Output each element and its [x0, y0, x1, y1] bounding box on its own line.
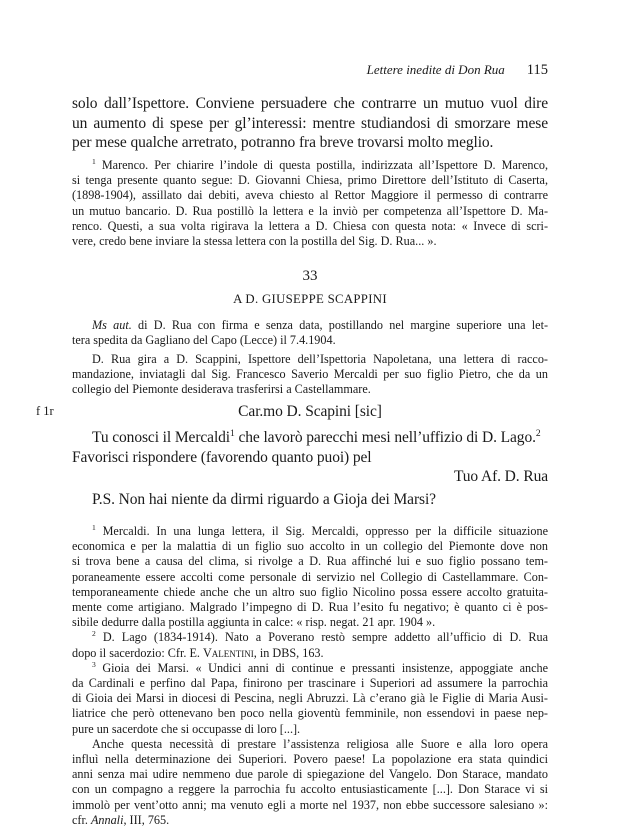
footnote-line: anni senza mai udire nemmeno due parole di spiegazione del Vangelo. Don Starace, mandato	[72, 767, 548, 782]
footnote-line: influì nella determinazione dei Superiori. Povero paese! La popolazione era stata quindici	[72, 752, 548, 767]
footnote-ref: 1	[230, 427, 235, 439]
intro-line: collegio del Piemonte desiderava trasferirsi a Castellammare.	[72, 382, 371, 397]
letter-footnotes	[72, 524, 548, 828]
letter-text: Tu conosci il Mercaldi	[92, 429, 231, 446]
footnote-line	[72, 524, 548, 539]
footnote-text: Mercaldi. In una lunga lettera, il Sig. Mercaldi, oppresso per la difficile situazione	[102, 524, 548, 538]
footnote-marenco	[72, 158, 548, 249]
footnote-line	[72, 661, 548, 676]
continuation-paragraph	[72, 94, 548, 153]
source-text: di D. Rua con firma e senza data, postillando nel margine superiore una let-	[131, 318, 549, 332]
body-line: solo dall’Ispettore. Conviene persuadere che contrarre un mutuo vuol dire	[72, 95, 548, 112]
footnote-line: economica e per la malattia di un figlio suo accolto in un collegio del Piemonte dove non	[72, 539, 548, 554]
source-line	[72, 318, 548, 333]
footnote-marker: 1	[92, 522, 96, 532]
footnote-line: renco. Questi, a sua volta rigirava la lettera a D. Chiesa con questa nota: « Invece di scri-	[72, 218, 548, 233]
footnote-line: di Gioia dei Marsi in diocesi di Pescina, negli Abruzzi. Là c’erano già le Figlie di Maria Ausi-	[72, 691, 548, 706]
footnote-line: con un compagno a reggere la parrochia fu accolto entusiasticamente [...]. Don Starace vi si	[72, 782, 548, 797]
cited-author: Valentini	[203, 645, 254, 660]
letter-postscript	[72, 490, 548, 510]
body-line: un aumento di spese per gl’interessi: mentre studiandosi di smorzare mese	[72, 114, 548, 132]
letter-number: 33	[302, 268, 318, 284]
footnote-line: si tenga presente quanto segue: D. Giovanni Chiesa, primo Direttore dell’Istituto di Caserta,	[72, 173, 548, 188]
letter-signature: Tuo Af. D. Rua	[453, 468, 548, 485]
footnote-marker: 1	[92, 156, 96, 166]
footnote-line: temporaneamente chiede anche che un altro suo figlio Nicolino possa essere accolto gratuita-	[72, 584, 548, 599]
letter-introduction	[72, 352, 548, 398]
footnote-marker: 2	[92, 629, 96, 639]
footnote-line: vere, credo bene inviare la stessa lettera con la postilla del Sig. D. Rua... ».	[72, 234, 437, 249]
running-head-title: Lettere inedite di Don Rua	[366, 62, 505, 77]
footnote-line: un mutuo bancario. D. Rua postillò la lettera e la inviò per competenza all’Ispettore D. Ma-	[72, 203, 548, 218]
letter-body	[72, 428, 548, 487]
footnote-marker: 3	[92, 659, 96, 669]
page-number: 115	[526, 62, 548, 78]
letter-body-line: Favorisci rispondere (favorendo quanto puoi) pel	[72, 448, 372, 466]
footnote-text: dopo il sacerdozio: Cfr. E.	[72, 645, 203, 660]
footnote-line	[72, 646, 548, 661]
cited-title: Annali	[90, 812, 124, 827]
source-line: tera spedita da Gagliano del Capo (Lecce) il 7.4.1904.	[72, 333, 336, 348]
footnote-line: poraneamente essere accolti come personale di servizio nel Collegio di Castellammare. Con-	[72, 569, 548, 584]
footnote-text: Gioia dei Marsi. « Undici anni di continue e pressanti insistenze, appoggiate anche	[102, 660, 549, 675]
letter-body-line	[72, 428, 548, 448]
footnote-line: pure un sacerdote che si occupasse di loro [...].	[72, 721, 301, 736]
footnote-line	[72, 630, 548, 645]
footnote-text: Marenco. Per chiarire l’indole di questa postilla, indirizzata all’Ispettore D. Marenco,	[101, 158, 549, 172]
folio-marker: f 1r	[36, 404, 54, 418]
footnote-line: sibile dedurre dalla postilla aggiunta in calce: « risp. negat. 21 apr. 1904 ».	[72, 615, 436, 630]
source-label: Ms aut.	[92, 318, 132, 332]
letter-recipient-title: A D. GIUSEPPE SCAPPINI	[233, 292, 387, 306]
footnote-line: Anche questa necessità di prestare l’assistenza religiosa alle Suore e alla loro opera	[92, 736, 548, 751]
letter-salutation: Car.mo D. Scapini [sic]	[238, 403, 382, 420]
letter-text: che lavorò parecchi mesi nell’uffizio di D. Lago.	[234, 429, 536, 446]
footnote-ref: 2	[535, 427, 541, 439]
footnote-line: da Cardinali e perfino dal Papa, finirono per trascinare i Superiori ad assumere la parrochia	[72, 676, 548, 691]
intro-line: D. Rua gira a D. Scappini, Ispettore dell’Ispettoria Napoletana, una lettera di racco-	[92, 352, 548, 366]
footnote-text: cfr.	[72, 812, 91, 827]
footnote-line	[72, 158, 548, 173]
footnote-line: liatrice che però ottenevano ben poco nella gioventù femminile, non essendovi in paese nep-	[72, 706, 548, 721]
footnote-line: (1898-1904), assillato dai debiti, aveva chiesto al Rettor Maggiore il permesso di contrarre	[72, 188, 548, 203]
footnote-line	[72, 813, 548, 828]
postscript-line: P.S. Non hai niente da dirmi riguardo a Gioja dei Marsi?	[92, 491, 436, 508]
manuscript-description	[72, 318, 548, 348]
body-line: per mese qualche arretrato, potranno fra breve trovarsi molto meglio.	[72, 134, 494, 151]
running-head	[72, 62, 548, 79]
footnote-text: , in DBS, 163.	[253, 645, 324, 660]
footnote-text: , III, 765.	[123, 812, 170, 827]
intro-line: mandazione, inviatagli dal Sig. Francesco Saverio Mercaldi per suo figlio Pietro, che da un	[72, 367, 548, 382]
footnote-line: mente come artigiano. Malgrado l’impegno di D. Rua l’esito fu negativo; è quanto ci è pos-	[72, 600, 548, 615]
footnote-text: D. Lago (1834-1914). Nato a Poverano restò sempre addetto all’ufficio di D. Rua	[102, 630, 548, 645]
footnote-line: immolò per vent’otto anni; ma venuto egli a morte nel 1937, non ebbe successore salesiano »:	[72, 797, 548, 812]
footnote-line: si trova bene a causa del clima, si rivolge a D. Rua affinché lui e suo figlio possano tem-	[72, 554, 548, 569]
